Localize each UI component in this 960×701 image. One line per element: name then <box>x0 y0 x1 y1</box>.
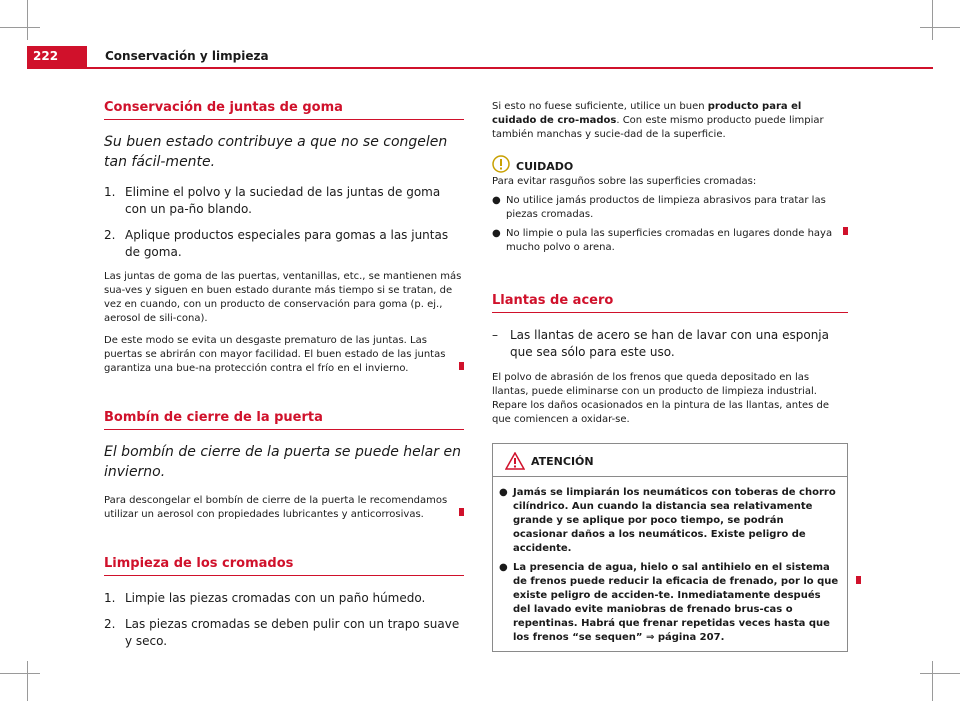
page-number: 222 <box>27 46 87 67</box>
section-end-mark <box>459 362 464 370</box>
warning-bullet: ● La presencia de agua, hielo o sal antihielo en el sistema de frenos puede reducir la eficacia de frenado, por lo que existe peligro de acciden-te. Inmediatamente después del lavado evite maniobras de frenado brus-cas o repentinas. Habrá que frenar repetidas veces hasta que los frenos “se sequen” ⇒ página 207. <box>499 562 839 643</box>
crop-mark <box>920 27 960 28</box>
paragraph: El polvo de abrasión de los frenos que queda depositado en las llantas, puede eliminarse con un producto de limpieza industrial. Repare los daños ocasionados en la pintura de las llantas, antes de que comiencen a oxidar-se. <box>492 372 830 425</box>
paragraph: Las juntas de goma de las puertas, ventanillas, etc., se mantienen más sua-ves y siguen en buen estado durante más tiempo si se tratan, de vez en cuando, con un producto de conservación para goma (p. ej., aerosol de sili-cona). <box>104 271 462 324</box>
intro-paragraph: Si esto no fuese suficiente, utilice un buen producto para el cuidado de cro-mados. Con este mismo producto puede limpiar también manchas y sucie-dad de la superficie. <box>492 101 824 140</box>
warning-header <box>493 444 847 477</box>
steps-cromados <box>104 590 464 650</box>
care-notice-header <box>492 154 848 173</box>
left-column <box>104 100 464 659</box>
care-bullet: ● No limpie o pula las superficies cromadas en lugares donde haya mucho polvo o arena. <box>492 227 848 255</box>
warning-bullet: ● Jamás se limpiarán los neumáticos con toberas de chorro cilíndrico. Aun cuando la distancia sea relativamente grande y se aplique por poco tiempo, se podrán ocasionar daños a los neumáticos. Existe peligro de accidente. <box>499 487 836 554</box>
section-subtitle-bombin: El bombín de cierre de la puerta se puede helar en invierno. <box>104 444 461 480</box>
section-title-bombin: Bombín de cierre de la puerta <box>104 410 464 430</box>
step-item: 2. Las piezas cromadas se deben pulir con un trapo suave y seco. <box>104 617 460 648</box>
section-end-mark <box>856 576 861 584</box>
section-title-cromados: Limpieza de los cromados <box>104 556 464 576</box>
care-bullet: ● No utilice jamás productos de limpieza abrasivos para tratar las piezas cromadas. <box>492 195 826 220</box>
crop-mark <box>0 27 40 28</box>
crop-mark <box>920 673 960 674</box>
warning-title: ATENCIÓN <box>531 454 594 468</box>
section-title-llantas: Llantas de acero <box>492 293 848 313</box>
section-title-juntas: Conservación de juntas de goma <box>104 100 464 120</box>
page-reference-link[interactable]: ⇒ página 207 <box>645 632 721 643</box>
right-column <box>492 100 848 652</box>
exclamation-icon <box>492 155 510 173</box>
crop-mark <box>27 661 28 701</box>
step-item: 1. Elimine el polvo y la suciedad de las juntas de goma con un pa-ño blando. <box>104 185 441 216</box>
section-end-mark <box>459 508 464 516</box>
warning-body <box>493 477 847 651</box>
crop-mark <box>932 0 933 40</box>
warning-box <box>492 443 848 652</box>
section-end-mark <box>843 227 848 235</box>
dash-item: – Las llantas de acero se han de lavar con una esponja que sea sólo para este uso. <box>492 328 829 359</box>
crop-mark <box>932 661 933 701</box>
paragraph: De este modo se evita un desgaste prematuro de las juntas. Las puertas se abrirán con mayor facilidad. El buen estado de las juntas garantiza una bue-na protección contra el frío en el invierno. <box>104 334 464 376</box>
header-rule <box>27 67 933 69</box>
care-lead: Para evitar rasguños sobre las superficies cromadas: <box>492 176 757 187</box>
steps-juntas <box>104 184 464 261</box>
crop-mark <box>0 673 40 674</box>
care-title: CUIDADO <box>516 160 574 173</box>
warning-triangle-icon <box>505 452 525 470</box>
step-item: 1. Limpie las piezas cromadas con un paño húmedo. <box>104 591 426 605</box>
step-item: 2. Aplique productos especiales para gomas a las juntas de goma. <box>104 228 449 259</box>
paragraph: Para descongelar el bombín de cierre de la puerta le recomendamos utilizar un aerosol con propiedades lubricantes y anticorrosivas. <box>104 494 464 522</box>
crop-mark <box>27 0 28 40</box>
section-subtitle-juntas: Su buen estado contribuye a que no se congelen tan fácil-mente. <box>104 134 448 170</box>
running-title: Conservación y limpieza <box>105 49 269 63</box>
